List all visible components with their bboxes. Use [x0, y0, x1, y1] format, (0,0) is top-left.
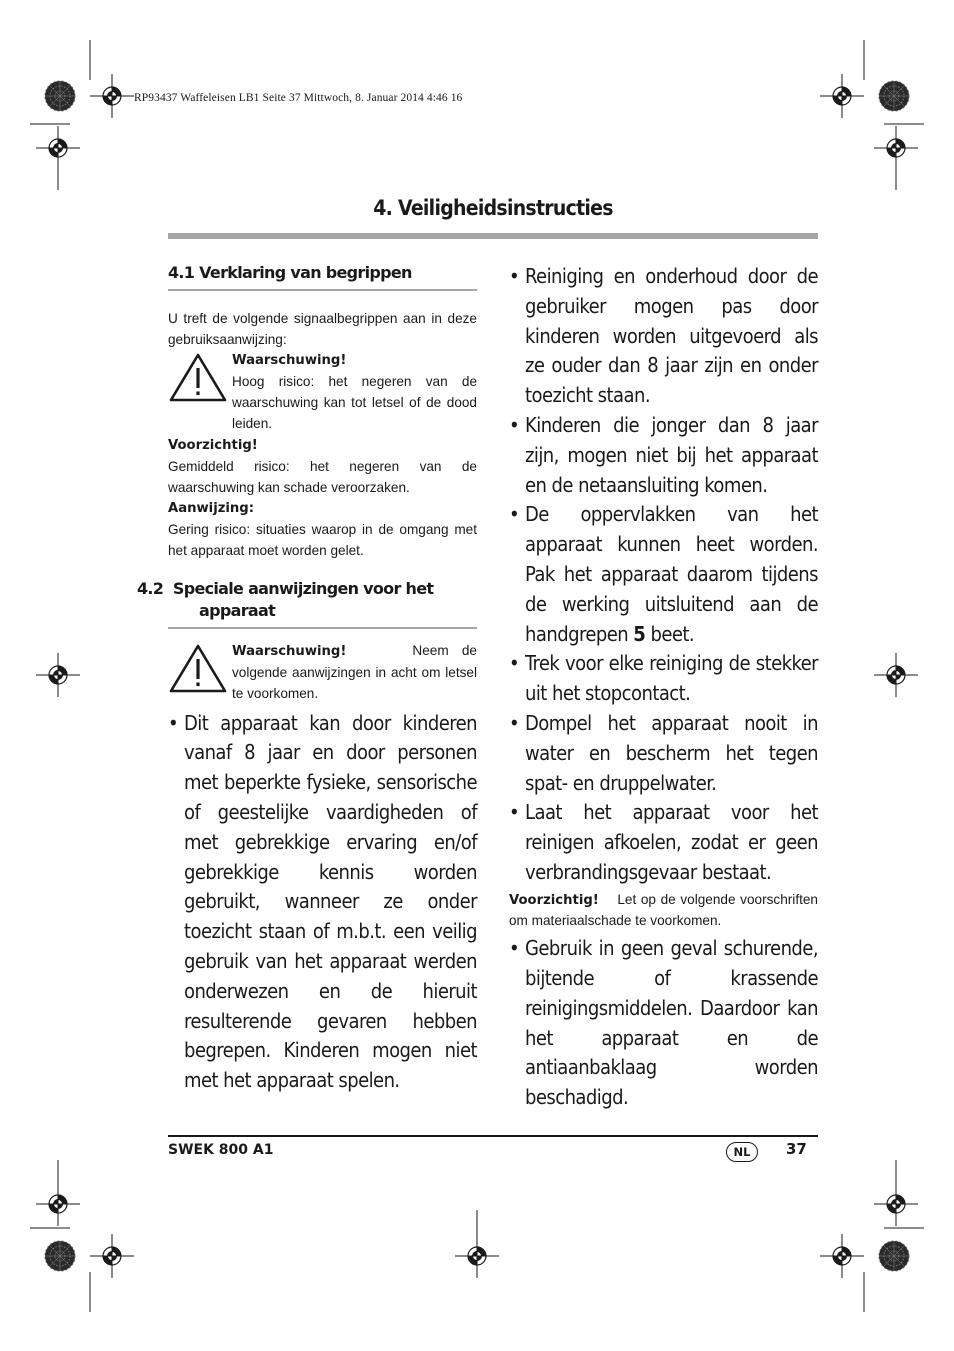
warning-triangle-icon: [168, 643, 228, 695]
title-divider: [168, 233, 818, 239]
warning-definition: [168, 350, 477, 434]
print-color-target-icon: [45, 1241, 75, 1271]
device-warning: [168, 641, 477, 704]
warning-description: Hoog risico: het negeren van de waarschuwing kan tot letsel of de dood leiden.: [232, 374, 477, 431]
print-color-target-icon: [879, 81, 909, 111]
caution-description: Let op de volgende voorschriften om materiaalschade te voorkomen.: [509, 891, 818, 929]
section-divider: [168, 289, 477, 291]
list-item: • Laat het apparaat voor het reinigen afkoelen, zodat er geen verbrandingsgevaar bestaat.: [509, 800, 818, 884]
print-slug-line: RP93437 Waffeleisen LB1 Seite 37 Mittwoch, 8. Januar 2014 4:46 16: [134, 92, 463, 104]
left-column: [137, 262, 477, 1096]
section-divider: [168, 627, 477, 629]
section-heading-4-2: 4.2 Speciale aanwijzingen voor het apparaat: [137, 579, 434, 621]
crop-registration-mark-icon: [90, 1234, 134, 1278]
list-item: • Trek voor elke reiniging de stekker uit het stopcontact.: [509, 651, 818, 706]
list-item: • Dompel het apparaat nooit in water en bescherm het tegen spat- en druppelwater.: [509, 710, 818, 795]
crop-registration-mark-icon: [874, 653, 918, 697]
signal-words-intro: U treft de volgende signaalbegrippen aan in deze gebruiksaanwijzing:: [168, 311, 477, 347]
warning-label: Waarschuwing!: [232, 353, 347, 369]
print-color-target-icon: [45, 81, 75, 111]
right-bullet-list: [509, 262, 818, 888]
warning-description: Neem de volgende aanwijzingen in acht om letsel te voorkomen.: [232, 643, 477, 701]
note-label: Aanwijzing:: [168, 501, 255, 517]
list-item: • Gebruik in geen geval schurende, bijtende of krassende reinigingsmiddelen. Daardoor kan het apparaat en de antiaanbaklaag worden beschadigd.: [509, 936, 818, 1110]
footer-divider: [168, 1135, 818, 1137]
caution-description: Gemiddeld risico: het negeren van de waarschuwing kan schade veroorzaken.: [168, 458, 477, 495]
handle-reference-number: 5: [633, 621, 646, 646]
section-heading-4-1: 4.1 Verklaring van begrippen: [168, 263, 412, 282]
page-number: 37: [786, 1140, 807, 1158]
caution-label: Voorzichtig!: [509, 892, 599, 908]
list-item: • De oppervlakken van het apparaat kunnen heet worden. Pak het apparaat daarom tijdens de werking uitsluitend aan de handgrepen 5 beet.: [509, 502, 818, 646]
footer-model-name: SWEK 800 A1: [168, 1142, 274, 1158]
crop-registration-mark-icon: [90, 74, 134, 118]
crop-registration-mark-icon: [820, 1234, 864, 1278]
right-column: [509, 262, 818, 1113]
language-badge: NL: [726, 1142, 758, 1162]
crop-registration-mark-icon: [36, 653, 80, 697]
material-caution: [509, 890, 818, 932]
page-title: 4. Veiligheidsinstructies: [373, 196, 613, 220]
caution-label: Voorzichtig!: [168, 438, 258, 454]
crop-registration-mark-icon: [820, 74, 864, 118]
note-description: Gering risico: situaties waarop in de omgang met het apparaat moet worden gelet.: [168, 522, 477, 558]
warning-label: Waarschuwing!: [232, 644, 347, 660]
crop-registration-mark-icon: [455, 1234, 499, 1278]
list-item: • Dit apparaat kan door kinderen vanaf 8 jaar en door personen met beperkte fysieke, sensorische of geestelijke vaardigheden of met gebrekkige ervaring en/of gebrekkige kennis worden gebruikt, wanneer ze onder toezicht staan of m.b.t. een veilig gebruik van het apparaat werden onderwezen en de hieruit resulterende gevaren hebben begrepen. Kinderen mogen niet met het apparaat spelen.: [168, 710, 477, 1093]
list-item: • Reiniging en onderhoud door de gebruiker mogen pas door kinderen worden uitgevoerd als ze ouder dan 8 jaar zijn en onder toezicht staan.: [509, 264, 818, 408]
right-bullet-list-cleaning: [509, 934, 818, 1113]
warning-triangle-icon: [168, 352, 228, 404]
left-bullet-list: [168, 709, 477, 1096]
print-color-target-icon: [879, 1241, 909, 1271]
list-item: • Kinderen die jonger dan 8 jaar zijn, mogen niet bij het apparaat en de netaansluiting komen.: [509, 412, 818, 497]
